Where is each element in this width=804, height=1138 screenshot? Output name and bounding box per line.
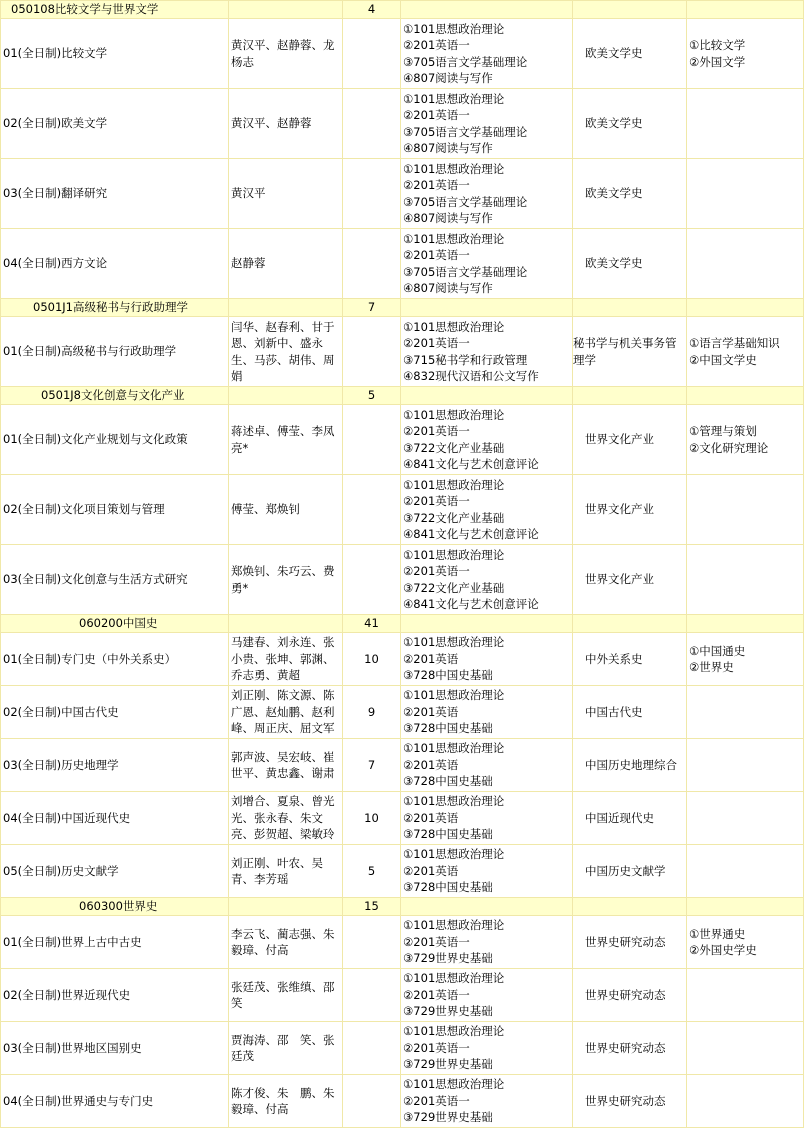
exam-subject: ②201英语一 <box>403 564 470 578</box>
research-direction: 01(全日制)世界上古中古史 <box>1 916 229 969</box>
retest-subject: 欧美文学史 <box>573 159 687 229</box>
empty-cell <box>229 615 343 633</box>
exam-subject: ①101思想政治理论 <box>403 847 505 862</box>
enrollment-count <box>343 1075 401 1128</box>
additional-test: ①中国通史 <box>689 643 746 658</box>
exam-subject: ②201英语一 <box>403 336 470 350</box>
additional-test: ①管理与策划 <box>689 424 757 438</box>
additional-tests <box>687 229 804 299</box>
empty-cell <box>573 898 687 916</box>
exam-subject: ①101思想政治理论 <box>403 794 505 809</box>
exam-subject: ②201英语一 <box>403 108 470 122</box>
major-header-row <box>1 1 804 19</box>
additional-test: ②外国史学史 <box>689 943 757 957</box>
enrollment-count <box>343 405 401 475</box>
major-code: 0501J1高级秘书与行政助理学 <box>1 299 229 317</box>
additional-tests <box>687 405 804 475</box>
exam-subjects <box>401 792 573 845</box>
empty-cell <box>401 615 573 633</box>
exam-subject: ③722文化产业基础 <box>403 440 505 455</box>
enrollment-count <box>343 475 401 545</box>
retest-subject: 欧美文学史 <box>573 89 687 159</box>
exam-subject: ④807阅读与写作 <box>403 281 493 295</box>
table-row <box>1 159 804 229</box>
exam-subject: ①101思想政治理论 <box>403 971 505 986</box>
exam-subject: ②201英语 <box>403 651 459 666</box>
empty-cell <box>687 615 804 633</box>
exam-subject: ①101思想政治理论 <box>403 161 505 176</box>
retest-subject: 世界史研究动态 <box>573 1075 687 1128</box>
exam-subject: ③729世界史基础 <box>403 1004 493 1019</box>
exam-subject: ①101思想政治理论 <box>403 547 505 562</box>
tutors-cell: 刘正刚、叶农、吴青、李芳瑶 <box>229 845 343 898</box>
exam-subject: ③705语言文学基础理论 <box>403 264 528 279</box>
exam-subject: ④807阅读与写作 <box>403 141 493 155</box>
tutors-cell: 马建春、刘永连、张小贵、张坤、郭渊、乔志勇、黄超 <box>229 633 343 686</box>
enrollment-count <box>343 19 401 89</box>
empty-cell <box>687 898 804 916</box>
empty-cell <box>229 299 343 317</box>
table-row <box>1 405 804 475</box>
exam-subjects <box>401 317 573 387</box>
exam-subjects <box>401 405 573 475</box>
exam-subjects <box>401 545 573 615</box>
research-direction: 04(全日制)西方文论 <box>1 229 229 299</box>
exam-subject: ④807阅读与写作 <box>403 211 493 225</box>
major-total: 15 <box>343 898 401 916</box>
enrollment-count: 5 <box>343 845 401 898</box>
enrollment-count: 10 <box>343 633 401 686</box>
exam-subject: ③728中国史基础 <box>403 880 493 895</box>
exam-subject: ③722文化产业基础 <box>403 510 505 525</box>
research-direction: 04(全日制)世界通史与专门史 <box>1 1075 229 1128</box>
retest-subject: 欧美文学史 <box>573 229 687 299</box>
exam-subject: ②201英语一 <box>403 1040 470 1055</box>
tutors-cell: 李云飞、蔺志强、朱毅璋、付高 <box>229 916 343 969</box>
tutors-cell: 刘正刚、陈文源、陈广恩、赵灿鹏、赵利峰、周正庆、屈文军 <box>229 686 343 739</box>
enrollment-count: 7 <box>343 739 401 792</box>
exam-subject: ③705语言文学基础理论 <box>403 194 528 209</box>
tutors-cell: 张廷茂、张维缜、邵笑 <box>229 969 343 1022</box>
exam-subject: ①101思想政治理论 <box>403 319 505 334</box>
table-row <box>1 229 804 299</box>
major-code: 050108比较文学与世界文学 <box>1 1 229 19</box>
additional-tests <box>687 317 804 387</box>
additional-tests <box>687 792 804 845</box>
empty-cell <box>687 387 804 405</box>
additional-tests <box>687 1075 804 1128</box>
tutors-cell: 郑焕钊、朱巧云、费勇* <box>229 545 343 615</box>
table-row <box>1 686 804 739</box>
table-row <box>1 475 804 545</box>
exam-subject: ②201英语 <box>403 810 459 825</box>
tutors-cell: 郭声波、吴宏岐、崔世平、黄忠鑫、谢肃 <box>229 739 343 792</box>
major-code: 0501J8文化创意与文化产业 <box>1 387 229 405</box>
exam-subject: ①101思想政治理论 <box>403 91 505 106</box>
exam-subject: ②201英语一 <box>403 1093 470 1108</box>
exam-subjects <box>401 475 573 545</box>
additional-tests <box>687 845 804 898</box>
exam-subject: ③728中国史基础 <box>403 668 493 683</box>
enrollment-count <box>343 1022 401 1075</box>
exam-subjects <box>401 845 573 898</box>
empty-cell <box>401 898 573 916</box>
empty-cell <box>229 387 343 405</box>
major-total: 5 <box>343 387 401 405</box>
empty-cell <box>687 299 804 317</box>
retest-subject: 世界史研究动态 <box>573 969 687 1022</box>
additional-tests <box>687 1022 804 1075</box>
exam-subjects <box>401 1075 573 1128</box>
exam-subject: ②201英语一 <box>403 248 470 262</box>
additional-tests <box>687 545 804 615</box>
exam-subjects <box>401 739 573 792</box>
table-row <box>1 1075 804 1128</box>
table-row <box>1 545 804 615</box>
empty-cell <box>573 615 687 633</box>
enrollment-count: 10 <box>343 792 401 845</box>
tutors-cell: 黄汉平、赵静蓉、龙杨志 <box>229 19 343 89</box>
exam-subject: ②201英语 <box>403 704 459 719</box>
exam-subjects <box>401 1022 573 1075</box>
enrollment-count <box>343 969 401 1022</box>
retest-subject: 世界文化产业 <box>573 405 687 475</box>
tutors-cell: 黄汉平 <box>229 159 343 229</box>
additional-tests <box>687 19 804 89</box>
table-row <box>1 1022 804 1075</box>
exam-subject: ③729世界史基础 <box>403 1110 493 1125</box>
additional-test: ①世界通史 <box>689 926 746 941</box>
exam-subject: ③728中国史基础 <box>403 721 493 736</box>
retest-subject: 世界文化产业 <box>573 545 687 615</box>
research-direction: 02(全日制)欧美文学 <box>1 89 229 159</box>
empty-cell <box>401 299 573 317</box>
major-header-row <box>1 615 804 633</box>
empty-cell <box>573 387 687 405</box>
tutors-cell: 闫华、赵春利、甘于恩、刘新中、盛永生、马莎、胡伟、周娟 <box>229 317 343 387</box>
exam-subject: ①101思想政治理论 <box>403 1024 505 1039</box>
enrollment-count <box>343 89 401 159</box>
exam-subject: ③728中国史基础 <box>403 827 493 842</box>
major-total: 4 <box>343 1 401 19</box>
additional-tests <box>687 969 804 1022</box>
enrollment-count <box>343 916 401 969</box>
enrollment-count <box>343 159 401 229</box>
additional-tests <box>687 89 804 159</box>
enrollment-count <box>343 545 401 615</box>
research-direction: 03(全日制)历史地理学 <box>1 739 229 792</box>
table-row <box>1 317 804 387</box>
exam-subject: ①101思想政治理论 <box>403 231 505 246</box>
enrollment-count: 9 <box>343 686 401 739</box>
exam-subject: ①101思想政治理论 <box>403 1077 505 1092</box>
exam-subject: ④832现代汉语和公文写作 <box>403 369 539 383</box>
retest-subject: 中国近现代史 <box>573 792 687 845</box>
table-row <box>1 916 804 969</box>
tutors-cell: 陈才俊、朱 鹏、朱毅璋、付高 <box>229 1075 343 1128</box>
retest-subject: 中国历史文献学 <box>573 845 687 898</box>
major-header-row <box>1 898 804 916</box>
enrollment-count <box>343 317 401 387</box>
additional-test: ①比较文学 <box>689 38 746 52</box>
table-body <box>1 1 804 1128</box>
major-total: 41 <box>343 615 401 633</box>
research-direction: 01(全日制)比较文学 <box>1 19 229 89</box>
additional-test: ②世界史 <box>689 660 734 674</box>
research-direction: 01(全日制)高级秘书与行政助理学 <box>1 317 229 387</box>
exam-subject: ③729世界史基础 <box>403 1057 493 1072</box>
table-row <box>1 792 804 845</box>
exam-subject: ③705语言文学基础理论 <box>403 124 528 139</box>
retest-subject: 中国古代史 <box>573 686 687 739</box>
empty-cell <box>687 1 804 19</box>
empty-cell <box>229 1 343 19</box>
exam-subjects <box>401 159 573 229</box>
exam-subject: ②201英语一 <box>403 178 470 192</box>
exam-subject: ①101思想政治理论 <box>403 741 505 756</box>
empty-cell <box>229 898 343 916</box>
tutors-cell: 赵静蓉 <box>229 229 343 299</box>
exam-subject: ②201英语一 <box>403 38 470 52</box>
research-direction: 02(全日制)中国古代史 <box>1 686 229 739</box>
tutors-cell: 蒋述卓、傅莹、李凤亮* <box>229 405 343 475</box>
empty-cell <box>573 299 687 317</box>
retest-subject: 中外关系史 <box>573 633 687 686</box>
additional-tests <box>687 475 804 545</box>
research-direction: 03(全日制)文化创意与生活方式研究 <box>1 545 229 615</box>
exam-subject: ③728中国史基础 <box>403 774 493 789</box>
tutors-cell: 刘增合、夏泉、曾光光、张永春、朱文亮、彭贺超、梁敏玲 <box>229 792 343 845</box>
exam-subject: ④841文化与艺术创意评论 <box>403 457 539 471</box>
exam-subject: ①101思想政治理论 <box>403 688 505 703</box>
exam-subject: ④841文化与艺术创意评论 <box>403 527 539 541</box>
exam-subject: ③705语言文学基础理论 <box>403 54 528 69</box>
table-row <box>1 633 804 686</box>
major-code: 060200中国史 <box>1 615 229 633</box>
tutors-cell: 贾海涛、邵 笑、张廷茂 <box>229 1022 343 1075</box>
empty-cell <box>401 387 573 405</box>
table-row <box>1 89 804 159</box>
exam-subjects <box>401 229 573 299</box>
retest-subject: 世界文化产业 <box>573 475 687 545</box>
additional-tests <box>687 686 804 739</box>
retest-subject: 世界史研究动态 <box>573 916 687 969</box>
exam-subject: ②201英语 <box>403 863 459 878</box>
exam-subject: ②201英语 <box>403 757 459 772</box>
tutors-cell: 傅莹、郑焕钊 <box>229 475 343 545</box>
exam-subject: ②201英语一 <box>403 424 470 438</box>
additional-tests <box>687 159 804 229</box>
additional-test: ①语言学基础知识 <box>689 336 780 350</box>
additional-tests <box>687 916 804 969</box>
research-direction: 02(全日制)世界近现代史 <box>1 969 229 1022</box>
additional-tests <box>687 739 804 792</box>
exam-subject: ②201英语一 <box>403 494 470 508</box>
major-header-row <box>1 387 804 405</box>
exam-subject: ①101思想政治理论 <box>403 21 505 36</box>
empty-cell <box>401 1 573 19</box>
retest-subject: 欧美文学史 <box>573 19 687 89</box>
exam-subject: ①101思想政治理论 <box>403 407 505 422</box>
exam-subject: ③715秘书学和行政管理 <box>403 352 528 367</box>
exam-subject: ④841文化与艺术创意评论 <box>403 597 539 611</box>
exam-subject: ③729世界史基础 <box>403 951 493 966</box>
tutors-cell: 黄汉平、赵静蓉 <box>229 89 343 159</box>
exam-subject: ④807阅读与写作 <box>403 71 493 85</box>
exam-subject: ①101思想政治理论 <box>403 477 505 492</box>
table-row <box>1 969 804 1022</box>
retest-subject: 中国历史地理综合 <box>573 739 687 792</box>
table-row <box>1 739 804 792</box>
retest-subject: 世界史研究动态 <box>573 1022 687 1075</box>
research-direction: 04(全日制)中国近现代史 <box>1 792 229 845</box>
exam-subject: ③722文化产业基础 <box>403 580 505 595</box>
exam-subject: ①101思想政治理论 <box>403 635 505 650</box>
exam-subjects <box>401 89 573 159</box>
retest-subject: 秘书学与机关事务管理学 <box>573 317 687 387</box>
table-row <box>1 845 804 898</box>
enrollment-count <box>343 229 401 299</box>
exam-subject: ②201英语一 <box>403 987 470 1002</box>
research-direction: 03(全日制)翻译研究 <box>1 159 229 229</box>
exam-subject: ①101思想政治理论 <box>403 918 505 933</box>
exam-subject: ②201英语一 <box>403 934 470 949</box>
exam-subjects <box>401 969 573 1022</box>
major-header-row <box>1 299 804 317</box>
major-code: 060300世界史 <box>1 898 229 916</box>
additional-tests <box>687 633 804 686</box>
major-total: 7 <box>343 299 401 317</box>
research-direction: 03(全日制)世界地区国别史 <box>1 1022 229 1075</box>
exam-subjects <box>401 916 573 969</box>
empty-cell <box>573 1 687 19</box>
exam-subjects <box>401 686 573 739</box>
table-row <box>1 19 804 89</box>
research-direction: 01(全日制)专门史（中外关系史） <box>1 633 229 686</box>
additional-test: ②中国文学史 <box>689 352 757 367</box>
exam-subjects <box>401 19 573 89</box>
research-direction: 02(全日制)文化项目策划与管理 <box>1 475 229 545</box>
exam-subjects <box>401 633 573 686</box>
additional-test: ②文化研究理论 <box>689 440 769 455</box>
additional-test: ②外国文学 <box>689 54 746 69</box>
research-direction: 05(全日制)历史文献学 <box>1 845 229 898</box>
research-direction: 01(全日制)文化产业规划与文化政策 <box>1 405 229 475</box>
